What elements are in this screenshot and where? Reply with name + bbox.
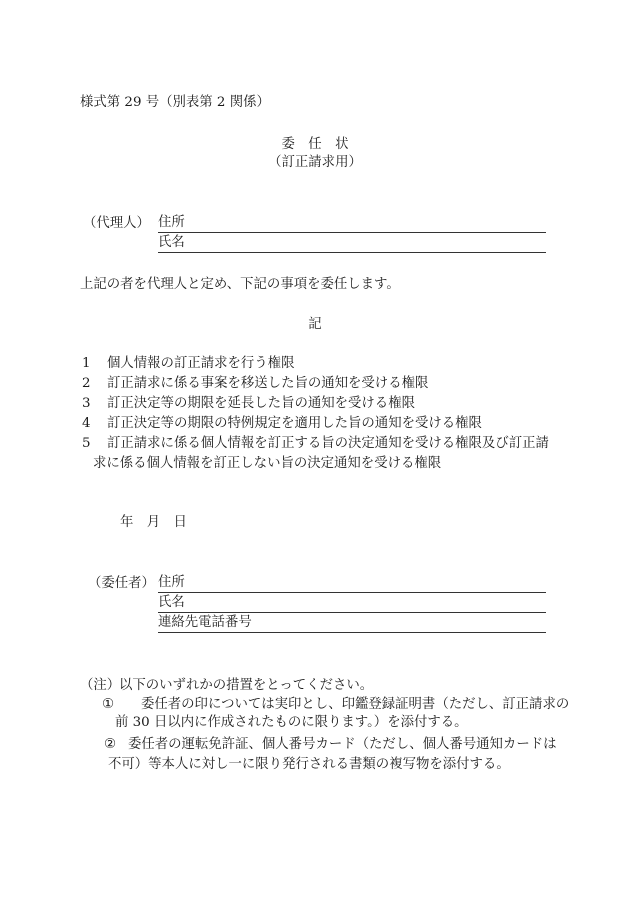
- list-item-text: 訂正決定等の期限を延長した旨の通知を受ける権限: [107, 396, 415, 411]
- form-number: 様式第 29 号（別表第 2 関係）: [80, 95, 270, 110]
- list-item-number: 5: [82, 436, 91, 451]
- list-item-number: 3: [82, 396, 91, 411]
- list-item-number: 4: [82, 416, 91, 431]
- note-item-text-continued: 前 30 日以内に作成されたものに限ります。）を添付する。: [115, 715, 468, 730]
- principal-phone-label: 連絡先電話番号: [158, 615, 252, 630]
- principal-address-field[interactable]: [158, 574, 546, 593]
- note-item-text: 委任者の運転免許証、個人番号カード（ただし、個人番号通知カードは: [128, 737, 557, 752]
- principal-address-label: 住所: [158, 575, 185, 590]
- note-item-text-continued: 不可）等本人に対し一に限り発行される書類の複写物を添付する。: [108, 757, 510, 772]
- note-item-mark: ①: [102, 697, 115, 712]
- agent-name-field[interactable]: [158, 234, 546, 253]
- principal-label: （委任者）: [88, 576, 155, 591]
- list-item-text: 個人情報の訂正請求を行う権限: [107, 356, 295, 371]
- note-label: （注）: [80, 678, 121, 693]
- ki-heading: 記: [308, 317, 322, 332]
- agent-name-label: 氏名: [158, 235, 185, 250]
- date-field[interactable]: 年 月 日: [120, 515, 187, 530]
- agent-address-field[interactable]: [158, 214, 546, 233]
- list-item-number: 2: [82, 376, 91, 391]
- list-item-text: 訂正請求に係る個人情報を訂正する旨の決定通知を受ける権限及び訂正請: [107, 436, 549, 451]
- note-item-text: 委任者の印については実印とし、印鑑登録証明書（ただし、訂正請求の: [141, 697, 570, 712]
- delegation-statement: 上記の者を代理人と定め、下記の事項を委任します。: [80, 277, 400, 292]
- note-intro: 以下のいずれかの措置をとってください。: [119, 678, 374, 693]
- principal-name-label: 氏名: [158, 595, 185, 610]
- principal-name-field[interactable]: [158, 594, 546, 613]
- list-item-text-continued: 求に係る個人情報を訂正しない旨の決定通知を受ける権限: [93, 456, 442, 471]
- list-item-text: 訂正請求に係る事案を移送した旨の通知を受ける権限: [107, 376, 429, 391]
- agent-label: （代理人）: [83, 216, 150, 231]
- document-subtitle: （訂正請求用）: [268, 155, 362, 170]
- principal-phone-field[interactable]: [158, 614, 546, 633]
- document-title: 委 任 状: [281, 137, 349, 152]
- agent-address-label: 住所: [158, 215, 185, 230]
- note-item-mark: ②: [104, 737, 117, 752]
- list-item-number: 1: [82, 356, 91, 371]
- list-item-text: 訂正決定等の期限の特例規定を適用した旨の通知を受ける権限: [107, 416, 482, 431]
